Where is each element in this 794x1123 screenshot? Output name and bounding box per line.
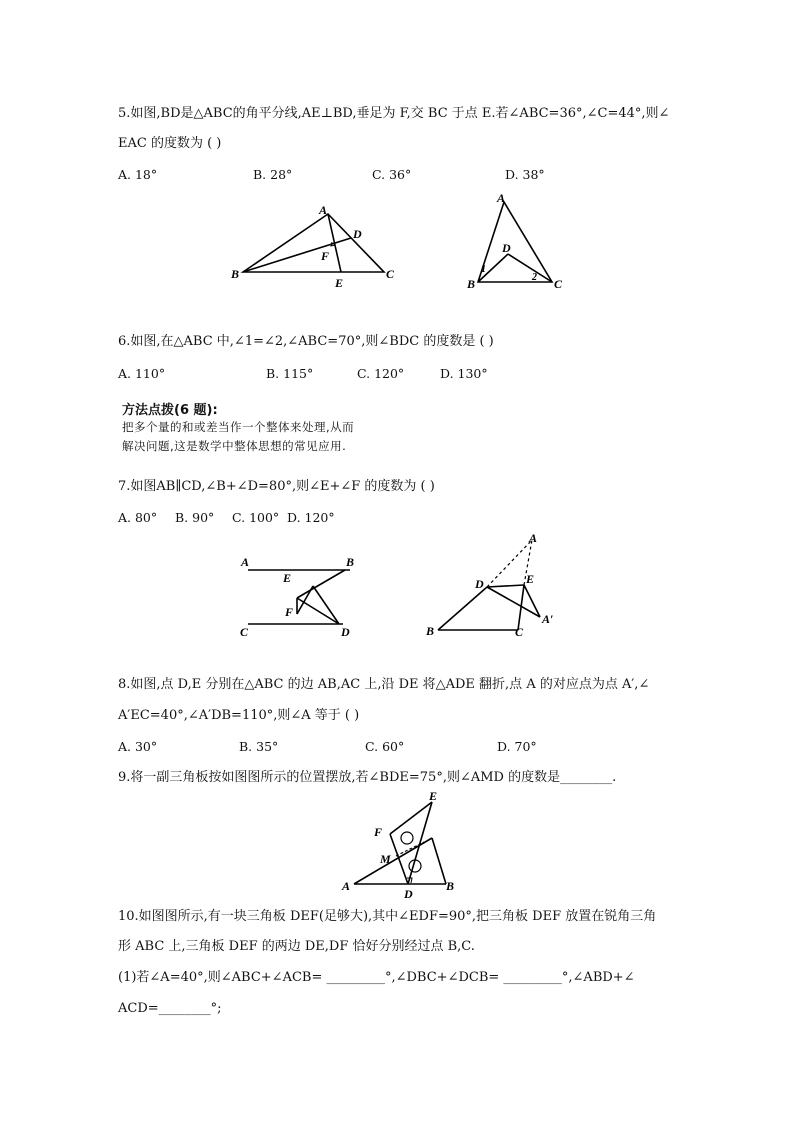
label-b: B [426,624,435,638]
method-tip-body-line2: 解决问题,这是数学中整体思想的常见应用. [122,439,347,453]
label-c: C [515,625,524,639]
segment-ae [328,214,341,272]
q7-option-c: C. 100° [232,510,280,525]
triangle-abc [478,202,552,282]
angle-arc-1 [401,832,413,844]
q9-text-line1: 9.将一副三角板按如图图所示的位置摆放,若∠BDE=75°,则∠AMD 的度数是________. [118,770,617,785]
segment-bd [438,587,487,630]
q6-option-c: C. 120° [357,366,405,381]
label-d: D [341,625,350,639]
q7-option-a: A. 80° [118,510,158,525]
label-a: A [241,555,250,569]
q7-figure [235,550,375,650]
label-e: E [283,571,292,585]
label-b: B [446,879,455,893]
label-a: A [342,879,351,893]
fold-line-de [487,585,524,587]
q10-text-line4: ACD=________°; [118,1001,222,1016]
q5-option-b: B. 28° [253,167,293,182]
q7-option-d: D. 120° [287,510,335,525]
angle-label-1: 1 [481,264,486,275]
q8-option-d: D. 70° [497,739,537,754]
q5-option-d: D. 38° [505,167,545,182]
segment-b-side [432,838,446,884]
q10-text-line1: 10.如图图所示,有一块三角板 DEF(足够大),其中∠EDF=90°,把三角板 DEF 放置在锐角三角 [118,909,657,924]
label-a: A [497,191,506,205]
label-f: F [321,249,330,263]
q6-option-a: A. 110° [118,366,166,381]
label-d: D [502,241,511,255]
q5-text-line1: 5.如图,BD是△ABC的角平分线,AE⊥BD,垂足为 F,交 BC 于点 E.若∠ABC=36°,∠C=44°,则∠ [118,106,670,121]
label-b: B [467,277,476,291]
segment-fe [390,802,432,834]
segment-ed [297,598,339,624]
label-b: B [231,267,240,281]
label-a: A [319,203,328,217]
label-c: C [554,277,563,291]
label-e: E [526,572,535,586]
q6-option-b: B. 115° [266,366,314,381]
q5-option-c: C. 36° [372,167,412,182]
q8-text-line1: 8.如图,点 D,E 分别在△ABC 的边 AB,AC 上,沿 DE 将△ADE 翻折,点 A 的对应点为点 A′,∠ [118,677,650,692]
q5-figure [225,198,425,298]
q10-text-line2: 形 ABC 上,三角板 DEF 的两边 DE,DF 恰好分别经过点 B,C. [118,939,475,954]
q8-option-c: C. 60° [365,739,405,754]
method-tip [122,399,354,456]
q8-figure [425,530,575,640]
label-d: D [475,577,484,591]
method-tip-title: 方法点拨(6 题): [122,403,218,418]
label-b: B [346,555,355,569]
label-c: C [240,625,249,639]
label-m: M [380,852,391,866]
q6-option-d: D. 130° [440,366,488,381]
dashed-segment [396,842,424,856]
q6-figure [462,188,572,298]
segment-be [297,570,345,598]
q8-text-line2: A′EC=40°,∠A′DB=110°,则∠A 等于 ( ) [118,708,360,723]
label-d: D [404,887,413,901]
segment-xd [313,586,339,624]
q6-text-line1: 6.如图,在△ABC 中,∠1=∠2,∠ABC=70°,则∠BDC 的度数是 ( ) [118,334,494,349]
segment-dc [508,254,552,282]
q7-text-line1: 7.如图AB∥CD,∠B+∠D=80°,则∠E+∠F 的度数为 ( ) [118,479,435,494]
label-e: E [335,276,344,290]
label-c: C [386,267,395,281]
label-f: F [374,825,383,839]
segment-a-hypotenuse [354,838,432,884]
q8-option-b: B. 35° [239,739,279,754]
label-d: D [353,227,362,241]
q8-option-a: A. 30° [118,739,158,754]
label-e: E [429,789,438,803]
label-a: A [529,531,538,545]
q9-figure [340,790,460,900]
label-a-prime: A′ [542,612,554,626]
triangle-abc [243,214,384,272]
q10-text-line3: (1)若∠A=40°,则∠ABC+∠ACB= _________°,∠DBC+∠DCB= _________°,∠ABD+∠ [118,970,635,985]
segment-ed [408,802,432,884]
segment-fd [390,834,408,884]
q5-text-line2: EAC 的度数为 ( ) [118,136,222,151]
label-f: F [285,605,294,619]
method-tip-body-line1: 把多个量的和或差当作一个整体来处理,从而 [122,420,355,434]
angle-label-2: 2 [532,272,537,283]
q7-option-b: B. 90° [175,510,215,525]
q5-option-a: A. 18° [118,167,158,182]
